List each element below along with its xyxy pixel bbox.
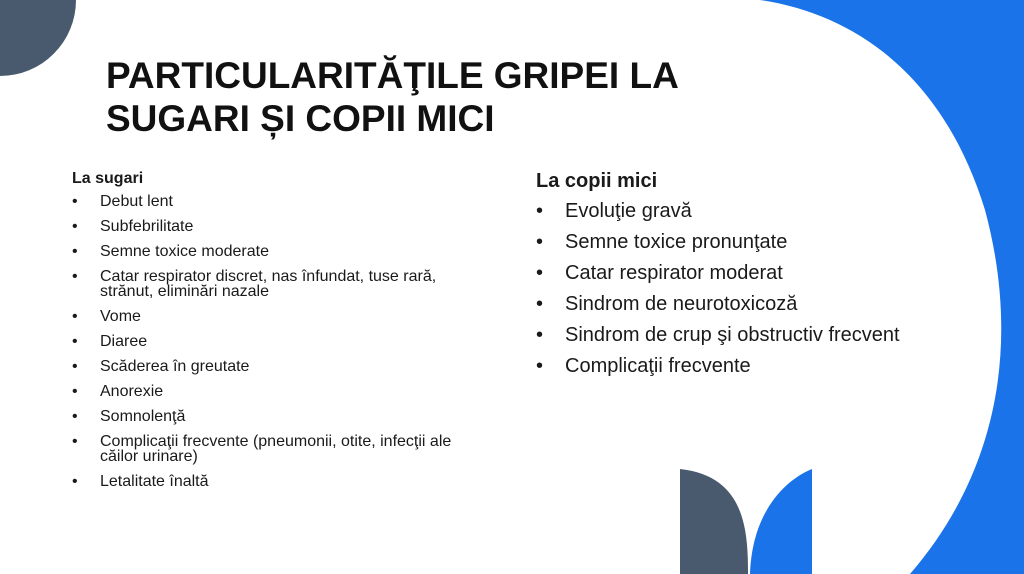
list-item: • Diaree bbox=[72, 333, 148, 350]
top-left-quarter-circle bbox=[0, 0, 76, 76]
list-item: • Letalitate înaltă bbox=[72, 473, 209, 490]
list-item: • Catar respirator moderat bbox=[536, 262, 783, 284]
list-item: • Anorexie bbox=[72, 383, 164, 400]
bullet: • bbox=[72, 243, 78, 260]
toddlers-heading: La copii mici bbox=[536, 170, 658, 192]
bullet: • bbox=[536, 200, 544, 222]
bullet: • bbox=[536, 231, 544, 253]
bullet: • bbox=[72, 473, 78, 490]
list-item: • Vome bbox=[72, 308, 141, 325]
list-item: • Scăderea în greutate bbox=[72, 358, 250, 375]
list-item: • Catar respirator discret, nas înfundat, tuse rară, strănut, eliminări nazale bbox=[72, 268, 437, 300]
bullet: • bbox=[72, 433, 78, 450]
list-item: • Sindrom de neurotoxicoză bbox=[536, 293, 798, 315]
list-item: • Semne toxice pronunţate bbox=[536, 231, 788, 253]
infants-column bbox=[72, 169, 492, 499]
list-item: • Evoluţie gravă bbox=[536, 200, 692, 222]
bullet: • bbox=[536, 262, 544, 284]
list-item: • Debut lent bbox=[72, 193, 173, 210]
list-item: • Complicaţii frecvente bbox=[536, 355, 751, 377]
list-item: • Complicaţii frecvente (pneumonii, otite, infecţii ale căilor urinare) bbox=[72, 433, 452, 465]
bullet: • bbox=[72, 308, 78, 325]
bullet: • bbox=[536, 324, 544, 346]
infants-heading: La sugari bbox=[72, 170, 144, 187]
list-item: • Subfebrilitate bbox=[72, 218, 194, 235]
slide-title-line-2: SUGARI ȘI COPII MICI bbox=[106, 98, 495, 139]
bullet: • bbox=[72, 218, 78, 235]
slide-title bbox=[106, 54, 826, 140]
list-item: • Semne toxice moderate bbox=[72, 243, 269, 260]
bullet: • bbox=[72, 268, 78, 285]
bullet: • bbox=[72, 193, 78, 210]
bullet: • bbox=[72, 408, 78, 425]
bullet: • bbox=[536, 355, 544, 377]
bullet: • bbox=[536, 293, 544, 315]
bullet: • bbox=[72, 333, 78, 350]
slide-title-line-1: PARTICULARITĂŢILE GRIPEI LA bbox=[106, 55, 679, 96]
list-item: • Sindrom de crup şi obstructiv frecvent bbox=[536, 324, 900, 346]
toddlers-list bbox=[536, 199, 956, 378]
list-item: • Somnolenţă bbox=[72, 408, 186, 425]
leaf-right-shape bbox=[750, 469, 812, 574]
infants-list bbox=[72, 194, 492, 489]
toddlers-column bbox=[536, 168, 956, 385]
bullet: • bbox=[72, 358, 78, 375]
leaf-left-shape bbox=[680, 469, 748, 574]
bullet: • bbox=[72, 383, 78, 400]
